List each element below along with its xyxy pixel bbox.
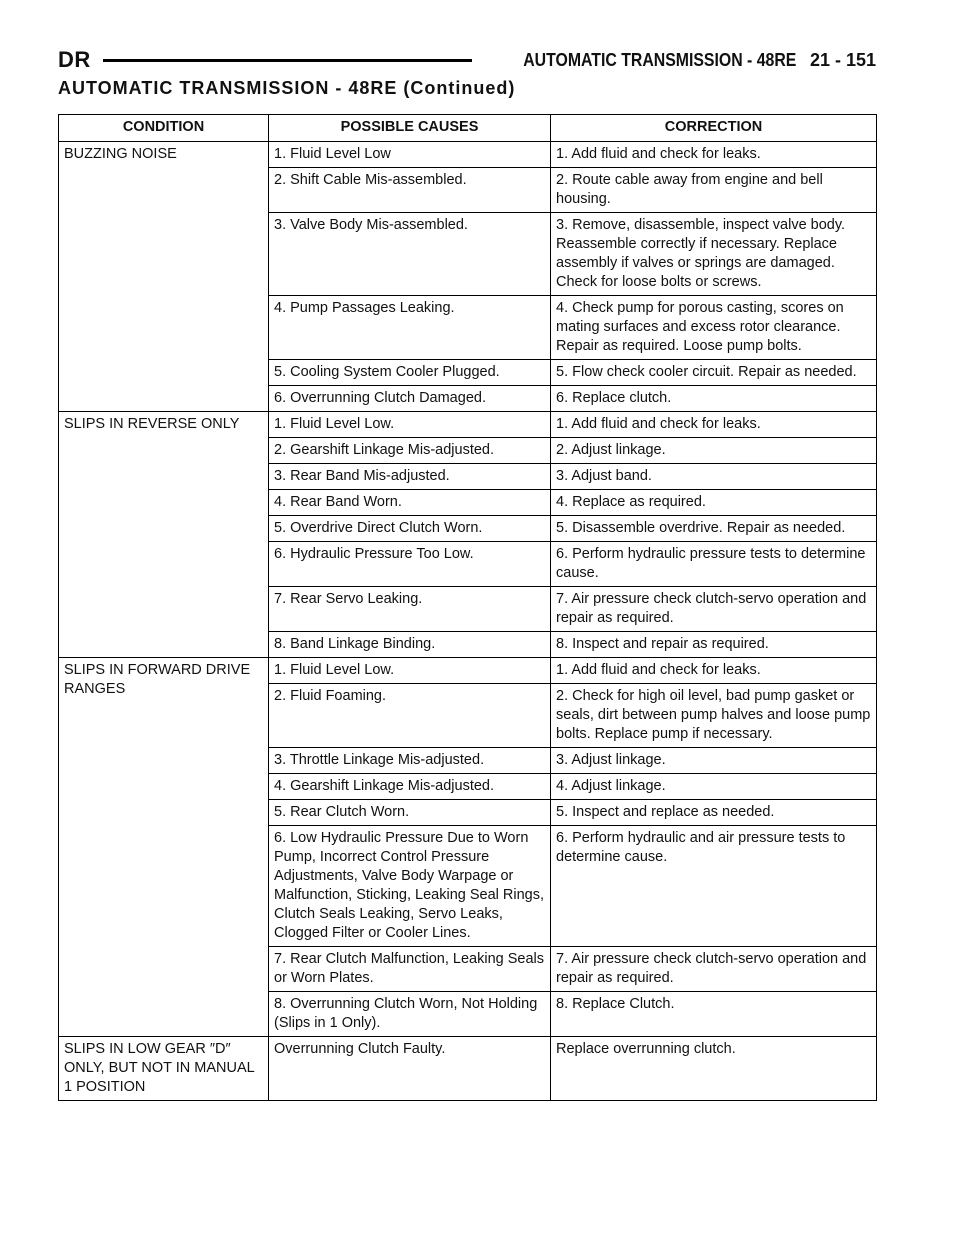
cause-cell: 6. Overrunning Clutch Damaged. (269, 386, 551, 412)
section-code: DR (58, 47, 91, 72)
cause-cell: 2. Fluid Foaming. (269, 684, 551, 748)
table-row (59, 142, 877, 168)
cause-cell: 3. Valve Body Mis-assembled. (269, 213, 551, 296)
page-header (58, 44, 876, 76)
correction-cell: 5. Inspect and replace as needed. (551, 800, 877, 826)
condition-cell: SLIPS IN REVERSE ONLY (59, 412, 269, 658)
cause-cell: 5. Overdrive Direct Clutch Worn. (269, 516, 551, 542)
cause-cell: 4. Pump Passages Leaking. (269, 296, 551, 360)
condition-cell: SLIPS IN FORWARD DRIVE RANGES (59, 658, 269, 1037)
correction-cell: 1. Add fluid and check for leaks. (551, 658, 877, 684)
cause-cell: Overrunning Clutch Faulty. (269, 1037, 551, 1101)
correction-cell: 2. Route cable away from engine and bell housing. (551, 168, 877, 213)
correction-cell: 6. Perform hydraulic pressure tests to determine cause. (551, 542, 877, 587)
correction-cell: 7. Air pressure check clutch-servo operation and repair as required. (551, 587, 877, 632)
correction-cell: 2. Check for high oil level, bad pump gasket or seals, dirt between pump halves and loose pump bolts. Replace pump if necessary. (551, 684, 877, 748)
table-row (59, 658, 877, 684)
column-header-causes: POSSIBLE CAUSES (269, 115, 551, 142)
cause-cell: 1. Fluid Level Low. (269, 658, 551, 684)
correction-cell: 2. Adjust linkage. (551, 438, 877, 464)
cause-cell: 3. Throttle Linkage Mis-adjusted. (269, 748, 551, 774)
cause-cell: 5. Cooling System Cooler Plugged. (269, 360, 551, 386)
cause-cell: 5. Rear Clutch Worn. (269, 800, 551, 826)
correction-cell: 6. Replace clutch. (551, 386, 877, 412)
column-header-correction: CORRECTION (551, 115, 877, 142)
header-rule (103, 59, 472, 62)
correction-cell: 4. Check pump for porous casting, scores on mating surfaces and excess rotor clearance. Repair as required. Loose pump bolts. (551, 296, 877, 360)
correction-cell: 3. Remove, disassemble, inspect valve body. Reassemble correctly if necessary. Replace assembly if valves or springs are damaged. Check for loose bolts or screws. (551, 213, 877, 296)
condition-cell: SLIPS IN LOW GEAR ″D″ ONLY, BUT NOT IN MANUAL 1 POSITION (59, 1037, 269, 1101)
cause-cell: 1. Fluid Level Low. (269, 412, 551, 438)
table-row (59, 1037, 877, 1101)
cause-cell: 1. Fluid Level Low (269, 142, 551, 168)
cause-cell: 6. Low Hydraulic Pressure Due to Worn Pump, Incorrect Control Pressure Adjustments, Valve Body Warpage or Malfunction, Sticking, Leaking Seal Rings, Clutch Seals Leaking, Servo Leaks, Clogged Filter or Cooler Lines. (269, 826, 551, 947)
correction-cell: 6. Perform hydraulic and air pressure tests to determine cause. (551, 826, 877, 947)
correction-cell: 4. Replace as required. (551, 490, 877, 516)
correction-cell: Replace overrunning clutch. (551, 1037, 877, 1101)
cause-cell: 7. Rear Servo Leaking. (269, 587, 551, 632)
correction-cell: 1. Add fluid and check for leaks. (551, 142, 877, 168)
table-header-row (59, 115, 877, 142)
cause-cell: 6. Hydraulic Pressure Too Low. (269, 542, 551, 587)
cause-cell: 4. Rear Band Worn. (269, 490, 551, 516)
correction-cell: 1. Add fluid and check for leaks. (551, 412, 877, 438)
correction-cell: 3. Adjust band. (551, 464, 877, 490)
cause-cell: 8. Overrunning Clutch Worn, Not Holding (Slips in 1 Only). (269, 992, 551, 1037)
column-header-condition: CONDITION (59, 115, 269, 142)
cause-cell: 2. Gearshift Linkage Mis-adjusted. (269, 438, 551, 464)
cause-cell: 4. Gearshift Linkage Mis-adjusted. (269, 774, 551, 800)
cause-cell: 3. Rear Band Mis-adjusted. (269, 464, 551, 490)
section-subtitle: AUTOMATIC TRANSMISSION - 48RE (Continued) (58, 78, 516, 98)
correction-cell: 8. Inspect and repair as required. (551, 632, 877, 658)
cause-cell: 7. Rear Clutch Malfunction, Leaking Seals or Worn Plates. (269, 947, 551, 992)
condition-cell: BUZZING NOISE (59, 142, 269, 412)
cause-cell: 2. Shift Cable Mis-assembled. (269, 168, 551, 213)
correction-cell: 5. Flow check cooler circuit. Repair as needed. (551, 360, 877, 386)
diagnosis-table (58, 114, 877, 1101)
page-number: 21 - 151 (809, 49, 876, 70)
table-row (59, 412, 877, 438)
header-title: AUTOMATIC TRANSMISSION - 48RE (522, 49, 796, 70)
correction-cell: 3. Adjust linkage. (551, 748, 877, 774)
correction-cell: 4. Adjust linkage. (551, 774, 877, 800)
cause-cell: 8. Band Linkage Binding. (269, 632, 551, 658)
correction-cell: 5. Disassemble overdrive. Repair as needed. (551, 516, 877, 542)
correction-cell: 8. Replace Clutch. (551, 992, 877, 1037)
table-body (59, 142, 877, 1101)
correction-cell: 7. Air pressure check clutch-servo operation and repair as required. (551, 947, 877, 992)
